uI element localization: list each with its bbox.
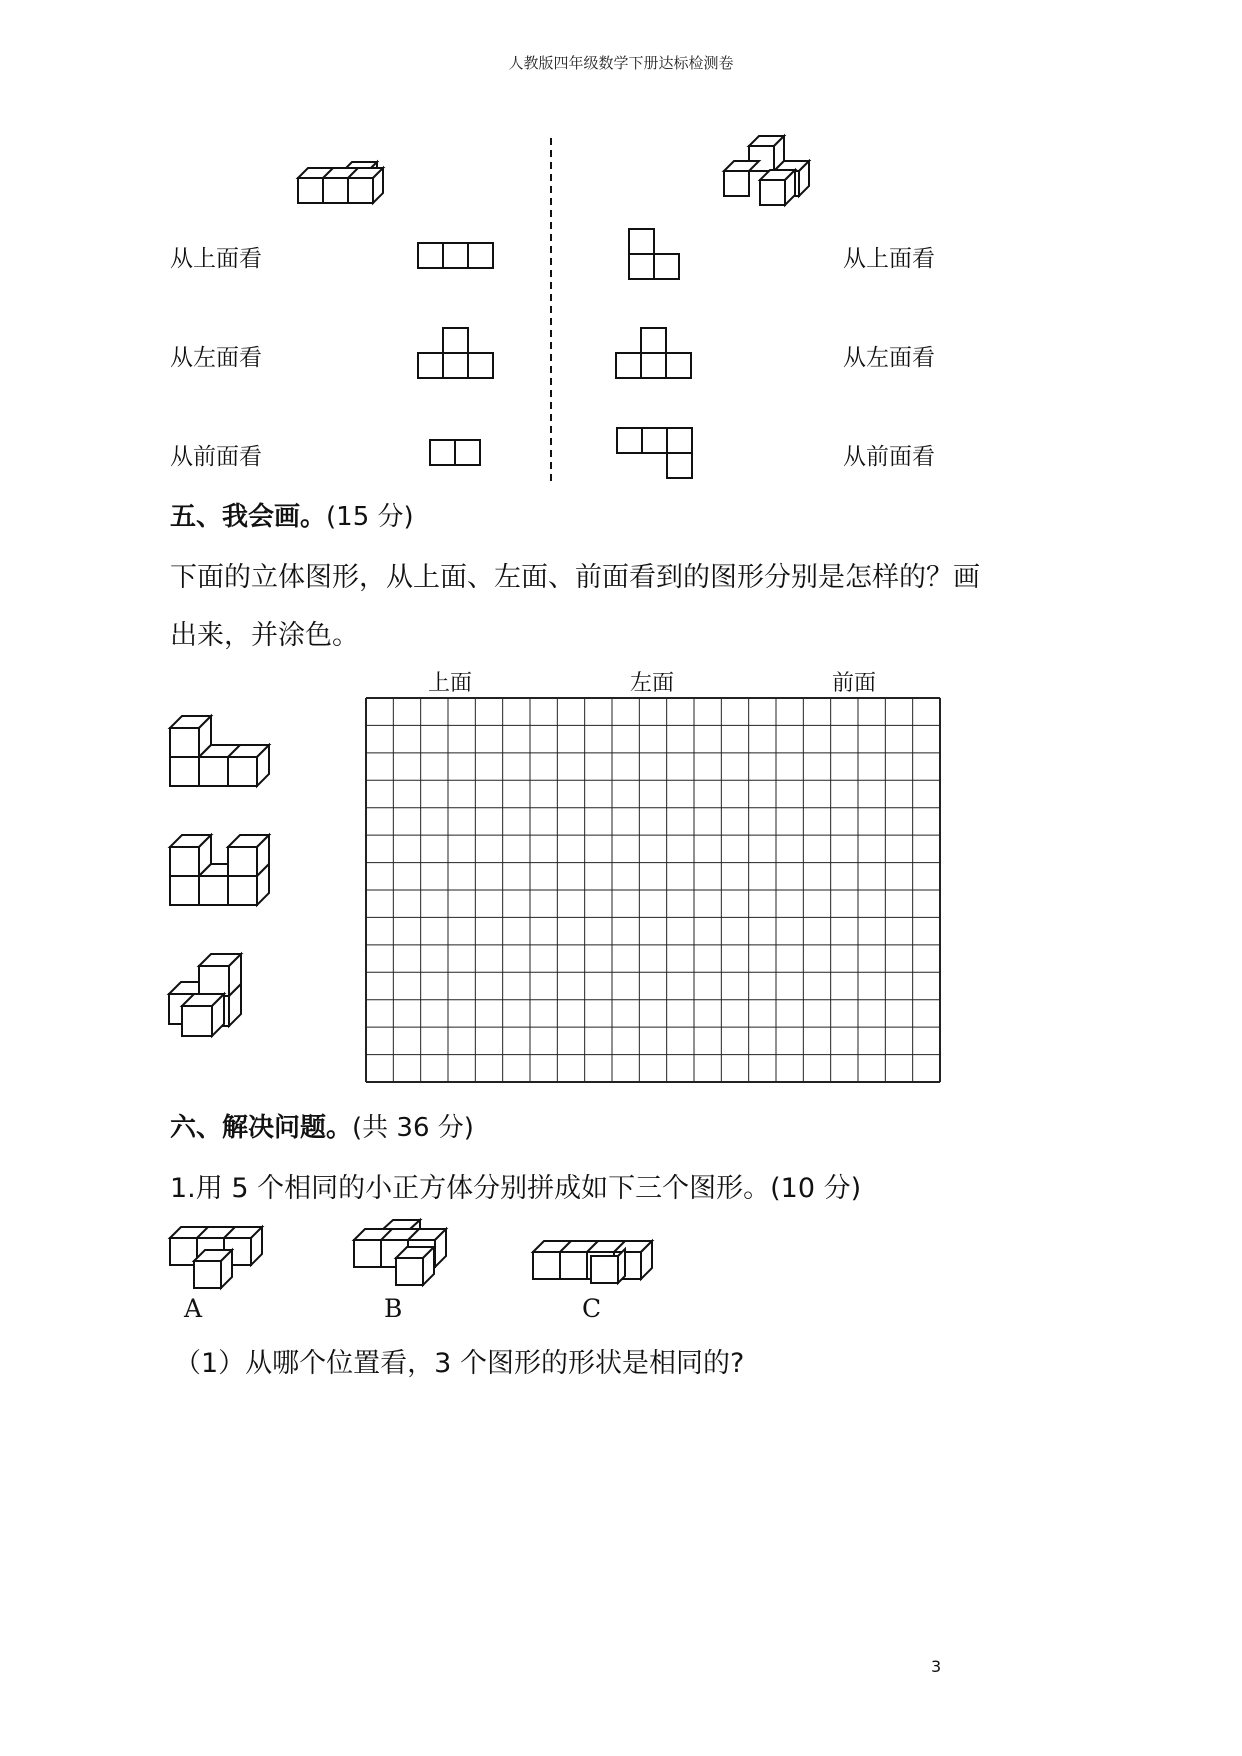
left-view-shape-1 — [417, 242, 497, 270]
question-1-1: （1）从哪个位置看，3 个图形的形状是相同的? — [174, 1348, 745, 1379]
figure-right-3d — [724, 134, 824, 214]
section6-heading — [170, 1107, 474, 1144]
section5-figure-3 — [169, 954, 249, 1036]
section5-instruction-line1: 下面的立体图形，从上面、左面、前面看到的图形分别是怎样的？画 — [170, 562, 980, 593]
right-view-shape-2 — [615, 327, 695, 382]
grid-header-left: 左面 — [630, 671, 675, 696]
figure-a-label: A — [184, 1294, 203, 1323]
page-number: 3 — [931, 1657, 942, 1676]
section6-title: 六、解决问题。 — [170, 1113, 353, 1143]
label-view-front-right: 从前面看 — [843, 444, 935, 470]
section5-heading — [170, 496, 414, 533]
section5-score: (15 分) — [326, 502, 414, 532]
section5-figure-2 — [170, 835, 280, 907]
label-view-left-right: 从左面看 — [843, 345, 935, 371]
figure-c-label: C — [582, 1294, 602, 1323]
dashed-divider — [549, 138, 553, 483]
label-view-front-left: 从前面看 — [170, 444, 262, 470]
label-view-top-left: 从上面看 — [170, 246, 262, 272]
page-header: 人教版四年级数学下册达标检测卷 — [508, 54, 734, 72]
right-view-shape-1 — [628, 228, 683, 283]
section6-score: (共 36 分) — [352, 1113, 474, 1143]
section5-title: 五、我会画。 — [170, 502, 327, 532]
figure-b — [354, 1220, 464, 1290]
drawing-grid[interactable] — [365, 697, 941, 1083]
section5-figure-1 — [170, 716, 280, 788]
left-view-shape-3 — [429, 439, 484, 467]
figure-b-label: B — [384, 1294, 403, 1323]
grid-header-front: 前面 — [832, 671, 877, 696]
label-view-left-left: 从左面看 — [170, 345, 262, 371]
figure-left-3d — [298, 158, 398, 208]
figure-a — [170, 1224, 280, 1292]
section5-instruction-line2: 出来，并涂色。 — [170, 620, 359, 651]
left-view-shape-2 — [417, 327, 497, 382]
question-1: 1.用 5 个相同的小正方体分别拼成如下三个图形。(10 分) — [170, 1173, 862, 1204]
grid-header-top: 上面 — [428, 671, 473, 696]
right-view-shape-3 — [616, 427, 696, 482]
figure-c — [533, 1230, 663, 1288]
label-view-top-right: 从上面看 — [843, 246, 935, 272]
